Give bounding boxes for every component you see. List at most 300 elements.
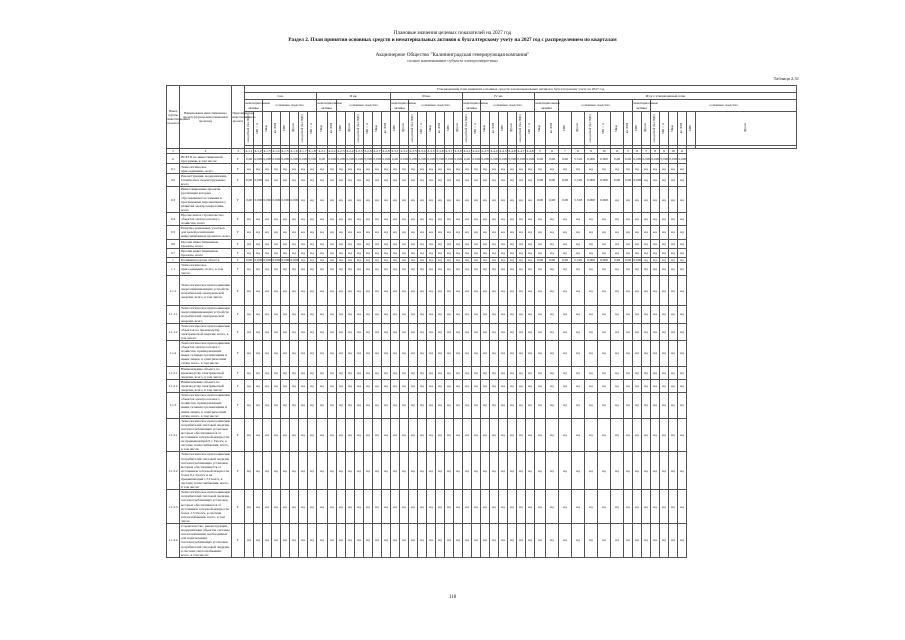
value-cell: нд (472, 418, 481, 452)
value-cell: нд (669, 379, 678, 392)
value-cell: нд (651, 393, 660, 419)
value-cell: нд (651, 366, 660, 379)
unit-header-cell (409, 112, 418, 146)
value-cell: нд (559, 490, 572, 524)
row-code: 1.1.3.4 (167, 524, 180, 558)
value-cell: 0,00 (559, 154, 572, 164)
value-cell: нд (535, 452, 546, 490)
value-cell: нд (611, 341, 624, 367)
value-cell: нд (572, 164, 585, 174)
value-cell: нд (308, 379, 317, 392)
row-code: 1.1.3 (167, 393, 180, 419)
value-cell: нд (678, 239, 687, 248)
value-cell: нд (382, 306, 391, 323)
row-identifier: Г (232, 262, 245, 275)
unit-header-cell (598, 112, 611, 146)
value-cell: нд (624, 452, 633, 490)
value-cell: нд (454, 323, 463, 340)
row-name: Инвестиционные проекты, реализация которых обуславливается схемами и программами перспективного развития электроэнергетики, всего (180, 187, 232, 213)
value-cell: нд (481, 226, 490, 239)
value-cell: нд (651, 490, 660, 524)
value-cell: нд (400, 379, 409, 392)
value-cell: нд (418, 248, 427, 257)
value-cell: нд (490, 248, 499, 257)
value-cell: нд (633, 366, 642, 379)
value-cell: нд (364, 341, 373, 367)
value-cell: нд (337, 452, 346, 490)
value-cell: нд (535, 366, 546, 379)
plan-table (166, 85, 797, 558)
unit-label: Другое (347, 123, 352, 133)
unit-label: Мвар (537, 124, 542, 132)
value-cell: нд (436, 276, 445, 306)
value-cell: нд (400, 393, 409, 419)
value-cell: нд (651, 226, 660, 239)
value-cell: нд (400, 418, 409, 452)
value-cell: нд (624, 239, 633, 248)
value-cell: нд (346, 323, 355, 340)
value-cell: нд (642, 187, 651, 213)
value-cell: нд (299, 174, 308, 187)
value-cell: нд (445, 452, 454, 490)
row-code: 1.1.1 (167, 276, 180, 306)
value-cell: нд (436, 226, 445, 239)
header-cell: основные средства (337, 100, 391, 112)
row-identifier: Г (232, 257, 245, 262)
value-cell: нд (678, 323, 687, 340)
value-cell: нд (463, 248, 472, 257)
value-cell: нд (642, 366, 651, 379)
value-cell: нд (678, 174, 687, 187)
value-cell: 0,000 (281, 154, 290, 164)
row-code: 0.6 (167, 239, 180, 248)
value-cell: нд (299, 226, 308, 239)
value-cell: нд (445, 379, 454, 392)
value-cell: нд (364, 239, 373, 248)
value-cell: нд (391, 257, 400, 262)
value-cell: нд (337, 226, 346, 239)
value-cell: нд (445, 262, 454, 275)
value-cell: нд (436, 257, 445, 262)
value-cell: 0,000 (400, 154, 409, 164)
value-cell: нд (409, 341, 418, 367)
value-cell: нд (651, 239, 660, 248)
value-cell: 0,000 (633, 257, 642, 262)
value-cell: нд (678, 366, 687, 379)
value-cell: нд (481, 164, 490, 174)
value-cell: нд (337, 164, 346, 174)
value-cell: нд (611, 379, 624, 392)
column-number: 4.3.4 (418, 149, 426, 153)
unit-header-cell (669, 112, 678, 146)
value-cell: нд (669, 323, 678, 340)
value-cell: нд (678, 257, 687, 262)
value-cell: нд (633, 452, 642, 490)
value-cell: нд (355, 418, 364, 452)
row-code: 0.2 (167, 174, 180, 187)
value-cell: 0,000 (290, 154, 299, 164)
value-cell: нд (490, 276, 499, 306)
value-cell: нд (328, 524, 337, 558)
value-cell: нд (611, 226, 624, 239)
value-cell: 0,00 (463, 154, 472, 164)
value-cell: нд (400, 366, 409, 379)
value-cell: нд (472, 276, 481, 306)
value-cell: нд (254, 226, 263, 239)
value-cell: нд (559, 366, 572, 379)
value-cell: 0,000 (585, 154, 598, 164)
value-cell: нд (546, 341, 559, 367)
value-cell: нд (651, 418, 660, 452)
value-cell: нд (346, 248, 355, 257)
value-cell: нд (391, 524, 400, 558)
value-cell: нд (254, 418, 263, 452)
value-cell: нд (624, 306, 633, 323)
value-cell: нд (355, 239, 364, 248)
value-cell: нд (382, 248, 391, 257)
row-code: 1.1.1.2 (167, 323, 180, 340)
value-cell: нд (481, 379, 490, 392)
row-identifier: Г (232, 154, 245, 164)
value-cell: нд (660, 452, 669, 490)
value-cell: нд (508, 323, 517, 340)
value-cell: нд (317, 262, 328, 275)
value-cell: нд (669, 239, 678, 248)
unit-label: МВт (634, 124, 639, 131)
value-cell: нд (517, 323, 526, 340)
value-cell: нд (391, 306, 400, 323)
value-cell: нд (373, 262, 382, 275)
row-identifier: Г (232, 452, 245, 490)
value-cell: нд (651, 524, 660, 558)
value-cell: нд (409, 276, 418, 306)
value-cell: нд (463, 490, 472, 524)
value-cell: нд (418, 187, 427, 213)
value-cell: нд (400, 212, 409, 225)
value-cell: нд (400, 452, 409, 490)
value-cell: нд (598, 379, 611, 392)
row-identifier: Г (232, 248, 245, 257)
value-cell: нд (508, 248, 517, 257)
value-cell: 0,00 (559, 174, 572, 187)
value-cell: нд (624, 164, 633, 174)
value-cell: 0,00 (611, 174, 624, 187)
row-code: 1.1 (167, 262, 180, 275)
value-cell: нд (669, 262, 678, 275)
value-cell: нд (598, 452, 611, 490)
value-cell: нд (598, 341, 611, 367)
unit-header-cell (454, 112, 463, 146)
value-cell: нд (427, 490, 436, 524)
value-cell: нд (559, 262, 572, 275)
value-cell: нд (373, 452, 382, 490)
row-identifier: Г (232, 524, 245, 558)
value-cell: нд (245, 418, 254, 452)
value-cell: нд (308, 174, 317, 187)
value-cell: нд (436, 418, 445, 452)
unit-header-cell (651, 112, 660, 146)
value-cell: нд (272, 490, 281, 524)
row-identifier: Г (232, 212, 245, 225)
value-cell: нд (364, 257, 373, 262)
value-cell: нд (436, 393, 445, 419)
value-cell: нд (364, 164, 373, 174)
table-row (167, 154, 797, 164)
unit-header-cell (382, 112, 391, 146)
row-code: 1.1.2.1 (167, 366, 180, 379)
value-cell: нд (337, 248, 346, 257)
value-cell: нд (517, 212, 526, 225)
value-cell: нд (290, 341, 299, 367)
value-cell: 0,000 (598, 174, 611, 187)
value-cell: нд (624, 276, 633, 306)
row-name: Строительство, реконструкция, модернизация объектов системы теплоснабжения, необходимых для подключения теплопотребляющих установок потребителей тепловой энергии, к системе теплоснабжения, всего, в том числе: (181, 524, 230, 557)
value-cell: нд (427, 226, 436, 239)
value-cell: нд (308, 212, 317, 225)
value-cell: нд (572, 276, 585, 306)
header-cell: Утвержденный план принятия основных средств и нематериальных активов к бухгалтерскому учету на 2027 год (245, 86, 797, 93)
value-cell: нд (624, 341, 633, 367)
row-identifier: Г (232, 239, 245, 248)
value-cell: нд (499, 379, 508, 392)
value-cell: нд (382, 164, 391, 174)
value-cell: нд (263, 490, 272, 524)
column-number: 4.3.5 (427, 149, 435, 153)
header-cell: основные средства (481, 100, 535, 112)
value-cell: нд (499, 323, 508, 340)
value-cell: нд (651, 164, 660, 174)
value-cell: нд (572, 323, 585, 340)
column-number: 4.2.1 (318, 149, 326, 153)
value-cell: нд (409, 452, 418, 490)
value-cell: нд (317, 187, 328, 213)
value-cell: нд (678, 212, 687, 225)
value-cell: нд (337, 187, 346, 213)
report-heading: Плановые значения целевых показателей на 2027 год (393, 30, 512, 36)
value-cell: нд (517, 174, 526, 187)
value-cell: нд (418, 452, 427, 490)
header-cell: основные средства (559, 100, 633, 112)
value-cell: нд (299, 524, 308, 558)
value-cell: нд (660, 226, 669, 239)
value-cell: нд (559, 164, 572, 174)
value-cell: нд (651, 257, 660, 262)
value-cell: нд (660, 490, 669, 524)
value-cell: нд (559, 239, 572, 248)
value-cell: нд (559, 379, 572, 392)
value-cell: нд (382, 262, 391, 275)
value-cell: 0,00 (245, 257, 253, 262)
value-cell: 0,00 (391, 154, 400, 164)
value-cell: нд (463, 174, 472, 187)
value-cell: нд (337, 239, 346, 248)
value-cell: нд (678, 276, 687, 306)
value-cell: нд (272, 341, 281, 367)
value-cell: 0,000 (290, 257, 299, 262)
column-number: 4.4.1 (463, 149, 471, 153)
value-cell: нд (355, 174, 364, 187)
value-cell: нд (526, 379, 535, 392)
value-cell: нд (490, 341, 499, 367)
row-code: 0.4 (167, 212, 180, 225)
unit-label: Мвар (482, 124, 487, 132)
value-cell: нд (346, 276, 355, 306)
unit-header-cell (696, 112, 797, 146)
value-cell: нд (624, 187, 633, 213)
value-cell: нд (263, 323, 272, 340)
value-cell: нд (364, 323, 373, 340)
value-cell: нд (642, 341, 651, 367)
value-cell: нд (678, 490, 687, 524)
unit-header-cell (611, 112, 624, 146)
value-cell: нд (633, 379, 642, 392)
value-cell: нд (355, 490, 364, 524)
value-cell: нд (317, 226, 328, 239)
value-cell: 0,00 (546, 174, 559, 187)
table-row (167, 262, 797, 275)
value-cell: нд (254, 262, 263, 275)
value-cell: нд (346, 524, 355, 558)
value-cell: нд (611, 306, 624, 323)
value-cell: нд (535, 490, 546, 524)
value-cell: нд (445, 341, 454, 367)
value-cell: нд (364, 379, 373, 392)
value-cell: нд (669, 418, 678, 452)
value-cell: нд (400, 239, 409, 248)
value-cell: нд (299, 366, 308, 379)
value-cell: нд (546, 490, 559, 524)
value-cell: нд (660, 257, 669, 262)
value-cell: нд (290, 379, 299, 392)
value-cell: нд (481, 306, 490, 323)
row-identifier: Г (232, 490, 245, 524)
value-cell: нд (669, 524, 678, 558)
value-cell: нд (559, 418, 572, 452)
value-cell: нд (454, 164, 463, 174)
value-cell: нд (290, 306, 299, 323)
value-cell: нд (559, 226, 572, 239)
value-cell: 0,000 (445, 154, 454, 164)
value-cell: нд (418, 418, 427, 452)
table-row (167, 418, 797, 452)
value-cell: нд (678, 262, 687, 275)
value-cell: 0,000 (281, 187, 290, 213)
value-cell: нд (317, 276, 328, 306)
unit-header-cell (418, 112, 427, 146)
value-cell: нд (290, 393, 299, 419)
unit-label: млн рублей (без НДС) (652, 113, 657, 143)
unit-label: МВт (562, 124, 567, 131)
value-cell: нд (472, 452, 481, 490)
value-cell: нд (346, 164, 355, 174)
value-cell: нд (546, 418, 559, 452)
value-cell: нд (290, 262, 299, 275)
value-cell: нд (445, 174, 454, 187)
value-cell: нд (499, 226, 508, 239)
value-cell: 0,000 (337, 154, 346, 164)
row-name: Технологическое присоединение энергопринимающих устройств потребителей электрической энергии, всего, в том числе: (180, 276, 232, 306)
unit-header-cell (499, 112, 508, 146)
value-cell: 0,000 (633, 174, 642, 187)
row-name: Технологическое присоединение объектов по производству электрической энергии, всего, в том числе: (181, 323, 231, 340)
column-number: 4.1.1 (245, 149, 253, 153)
row-name: Технологическое присоединение, всего (180, 164, 232, 174)
value-cell: нд (445, 226, 454, 239)
value-cell: нд (418, 379, 427, 392)
value-cell: нд (678, 452, 687, 490)
row-code: 1.1.2.2 (167, 379, 180, 392)
value-cell: нд (400, 257, 409, 262)
value-cell: нд (642, 452, 651, 490)
value-cell: нд (355, 524, 364, 558)
unit-header-cell (660, 112, 669, 146)
value-cell: нд (508, 366, 517, 379)
value-cell: 0,000 (263, 154, 272, 164)
value-cell: нд (263, 164, 272, 174)
value-cell: нд (263, 262, 272, 275)
value-cell: нд (308, 226, 317, 239)
value-cell: нд (328, 490, 337, 524)
value-cell: нд (427, 248, 436, 257)
unit-header-cell (308, 112, 317, 146)
value-cell: нд (328, 306, 337, 323)
value-cell: нд (633, 164, 642, 174)
value-cell: нд (624, 226, 633, 239)
value-cell: нд (290, 164, 299, 174)
value-cell: нд (418, 239, 427, 248)
unit-label: МВт (688, 124, 693, 131)
value-cell: нд (624, 212, 633, 225)
header-cell: I кв. (245, 93, 317, 100)
value-cell: нд (281, 379, 290, 392)
value-cell: нд (436, 212, 445, 225)
value-cell: нд (400, 276, 409, 306)
value-cell: нд (445, 257, 454, 262)
row-identifier: Г (232, 393, 245, 419)
value-cell: нд (559, 524, 572, 558)
unit-header-cell (535, 112, 546, 146)
value-cell: нд (281, 239, 290, 248)
value-cell: нд (272, 276, 281, 306)
value-cell: нд (642, 524, 651, 558)
unit-header-cell (373, 112, 382, 146)
value-cell: нд (436, 379, 445, 392)
value-cell: нд (382, 212, 391, 225)
value-cell: нд (263, 452, 272, 490)
value-cell: нд (651, 306, 660, 323)
value-cell: 0,00 (245, 187, 254, 213)
value-cell: нд (490, 418, 499, 452)
value-cell: нд (308, 524, 317, 558)
value-cell: нд (346, 418, 355, 452)
value-cell: нд (409, 226, 418, 239)
column-number: 4.1.5 (281, 149, 289, 153)
value-cell: нд (373, 187, 382, 213)
value-cell: 0,00 (624, 257, 632, 262)
value-cell: нд (535, 323, 546, 340)
value-cell: нд (346, 187, 355, 213)
value-cell: нд (409, 262, 418, 275)
column-number: 4.3.1 (391, 149, 399, 153)
value-cell: нд (660, 418, 669, 452)
unit-label: млн рублей (без НДС) (356, 113, 361, 143)
unit-header-cell (281, 112, 290, 146)
value-cell: нд (454, 341, 463, 367)
value-cell: нд (598, 393, 611, 419)
value-cell: нд (328, 212, 337, 225)
column-number: 4.3.8 (454, 149, 462, 153)
value-cell: нд (611, 187, 624, 213)
